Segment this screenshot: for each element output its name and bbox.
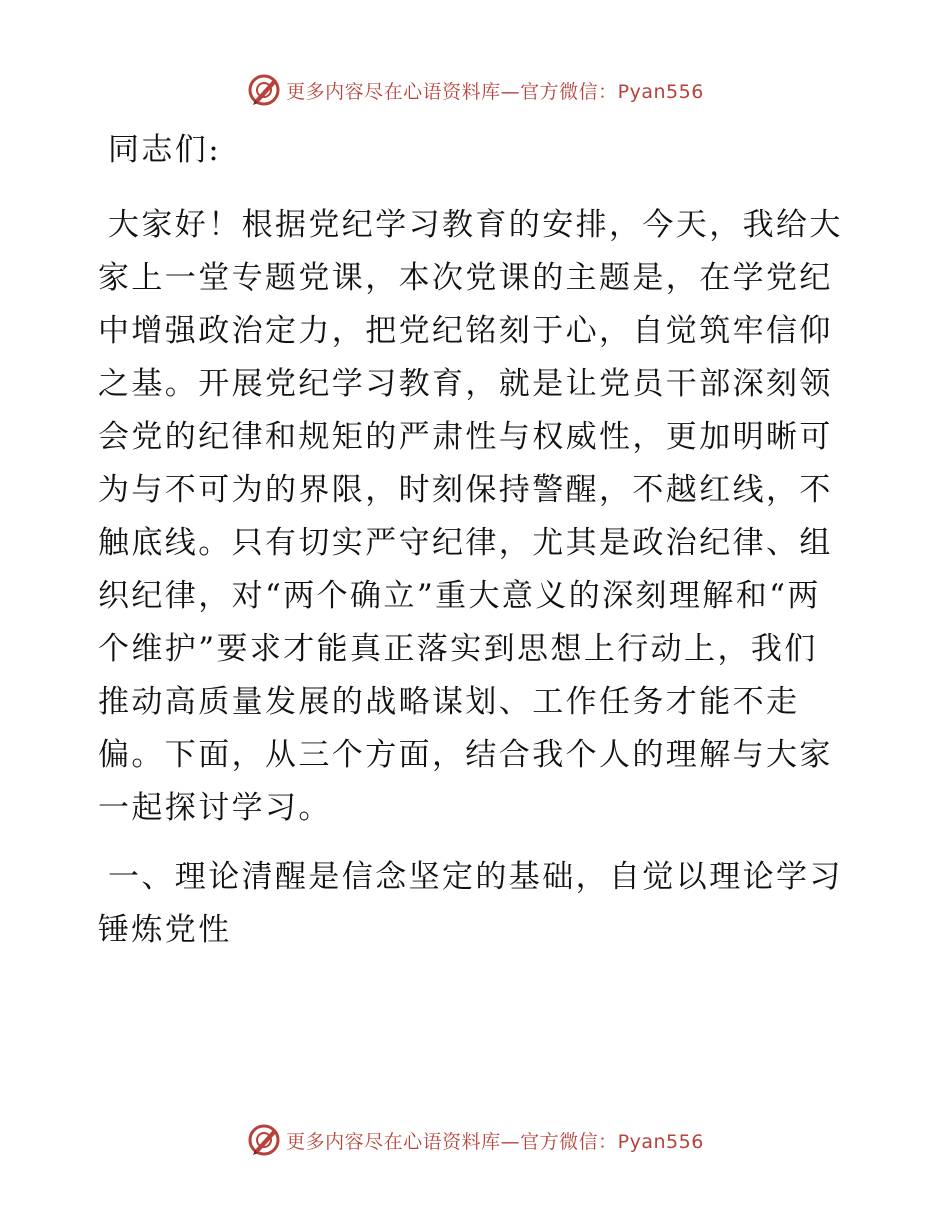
section-heading-1: 一、理论清醒是信念坚定的基础，自觉以理论学习锤炼党性 [98, 859, 843, 948]
pen-logo-icon [246, 1122, 282, 1158]
footer-banner [0, 1120, 950, 1160]
footer-banner-text: 更多内容尽在心语资料库—官方微信：Pyan556 [286, 1130, 704, 1153]
paragraph-1: 大家好！根据党纪学习教育的安排，今天，我给大家上一堂专题党课，本次党课的主题是，在学党纪中增强政治定力，把党纪铭刻于心，自觉筑牢信仰之基。开展党纪学习教育，就是让党员干部深刻领会党的纪律和规矩的严肃性与权威性，更加明晰可为与不可为的界限，时刻保持警醒，不越红线，不触底线。只有切实严守纪律，尤其是政治纪律、组织纪律，对“两个确立”重大意义的深刻理解和“两个维护”要求才能真正落实到思想上行动上，我们推动高质量发展的战略谋划、工作任务才能不走偏。下面，从三个方面，结合我个人的理解与大家一起探讨学习。 [98, 207, 843, 826]
header-banner [0, 70, 950, 110]
pen-logo-icon [246, 72, 282, 108]
header-banner-text: 更多内容尽在心语资料库—官方微信：Pyan556 [286, 80, 704, 103]
salutation: 同志们: [108, 132, 222, 168]
document-body [98, 124, 850, 957]
